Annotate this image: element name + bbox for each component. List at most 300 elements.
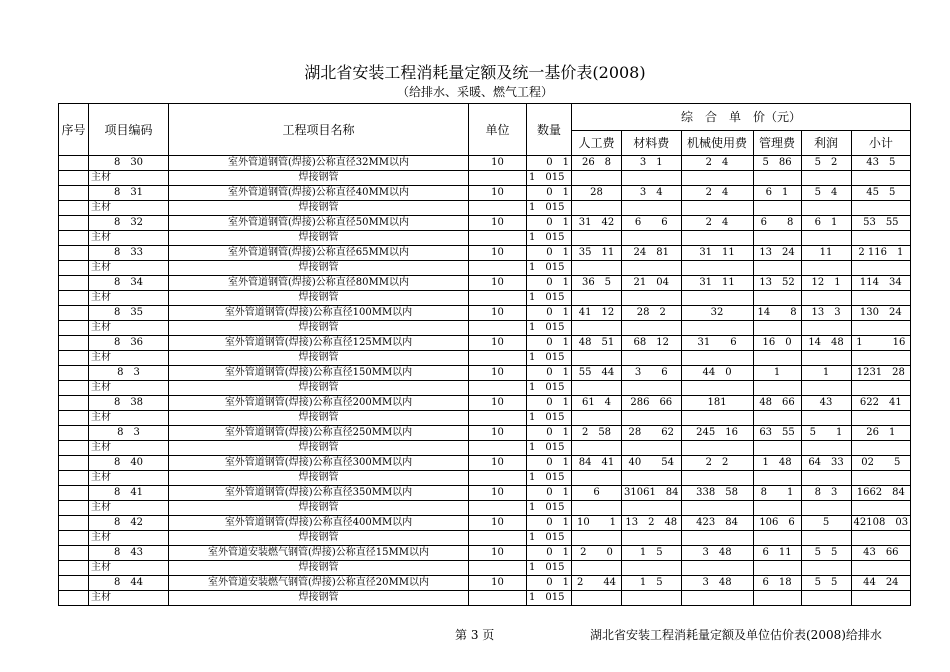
cell-unit	[469, 351, 527, 366]
cell-material	[622, 291, 682, 306]
cell-mgmt	[753, 411, 801, 426]
cell-material: 28 2	[622, 306, 682, 321]
cell-name: 室外管道钢管(焊接)公称直径150MM以内	[169, 366, 469, 381]
cell-profit	[801, 441, 851, 456]
cell-main-label: 主材	[89, 441, 169, 456]
cell-labor	[572, 531, 622, 546]
cell-mgmt: 6 11	[753, 546, 801, 561]
header-machine: 机械使用费	[681, 131, 753, 156]
cell-seq	[59, 396, 89, 411]
cell-name: 室外管道钢管(焊接)公称直径80MM以内	[169, 276, 469, 291]
cell-labor	[572, 561, 622, 576]
cell-mgmt: 6 18	[753, 576, 801, 591]
table-row	[59, 576, 911, 591]
material-row	[59, 201, 911, 216]
cell-main-qty: 1 015	[527, 291, 572, 306]
cell-material	[622, 471, 682, 486]
cell-seq	[59, 276, 89, 291]
cell-unit	[469, 441, 527, 456]
cell-labor	[572, 591, 622, 606]
material-row	[59, 531, 911, 546]
cell-mgmt: 63 55	[753, 426, 801, 441]
cell-name: 室外管道钢管(焊接)公称直径400MM以内	[169, 516, 469, 531]
cell-mgmt	[753, 261, 801, 276]
cell-material	[622, 321, 682, 336]
cell-profit: 64 33	[801, 456, 851, 471]
cell-mgmt: 6 8	[753, 216, 801, 231]
header-price-group: 综 合 单 价（元）	[572, 104, 911, 131]
cell-unit: 10	[469, 456, 527, 471]
header-unit: 单位	[469, 104, 527, 156]
cell-labor: 31 42	[572, 216, 622, 231]
material-row	[59, 441, 911, 456]
material-row	[59, 471, 911, 486]
cell-main-label: 主材	[89, 351, 169, 366]
cell-seq	[59, 291, 89, 306]
cell-mgmt: 13 24	[753, 246, 801, 261]
cell-machine: 2 2	[681, 456, 753, 471]
cell-mgmt	[753, 591, 801, 606]
cell-labor: 84 41	[572, 456, 622, 471]
cell-profit	[801, 381, 851, 396]
cell-subtotal	[851, 471, 911, 486]
cell-labor	[572, 171, 622, 186]
header-seq: 序号	[59, 104, 89, 156]
page-number: 第 3 页	[455, 628, 495, 642]
cell-main-qty: 1 015	[527, 501, 572, 516]
cell-profit	[801, 291, 851, 306]
cell-name: 室外管道钢管(焊接)公称直径200MM以内	[169, 396, 469, 411]
cell-labor	[572, 201, 622, 216]
cell-material	[622, 531, 682, 546]
cell-name: 室外管道安装燃气钢管(焊接)公称直径20MM以内	[169, 576, 469, 591]
cell-material	[622, 411, 682, 426]
header-qty: 数量	[527, 104, 572, 156]
cell-code: 8 35	[89, 306, 169, 321]
cell-material	[622, 261, 682, 276]
cell-subtotal	[851, 351, 911, 366]
cell-seq	[59, 411, 89, 426]
cell-main-label: 主材	[89, 171, 169, 186]
cell-name: 室外管道钢管(焊接)公称直径300MM以内	[169, 456, 469, 471]
cell-material: 40 54	[622, 456, 682, 471]
table-row	[59, 456, 911, 471]
cell-mgmt	[753, 351, 801, 366]
cell-unit	[469, 291, 527, 306]
cell-main-qty: 1 015	[527, 591, 572, 606]
cell-machine	[681, 561, 753, 576]
cell-code: 8 43	[89, 546, 169, 561]
table-row	[59, 546, 911, 561]
cell-material	[622, 231, 682, 246]
cell-main-name: 焊接钢管	[169, 171, 469, 186]
cell-code: 8 44	[89, 576, 169, 591]
cell-profit	[801, 351, 851, 366]
cell-labor	[572, 471, 622, 486]
cell-mgmt	[753, 201, 801, 216]
cell-profit: 1	[801, 366, 851, 381]
cell-unit	[469, 321, 527, 336]
cell-material: 13 2 48	[622, 516, 682, 531]
cell-subtotal	[851, 231, 911, 246]
cell-unit: 10	[469, 396, 527, 411]
cell-main-label: 主材	[89, 531, 169, 546]
cell-profit	[801, 261, 851, 276]
cell-qty: 0 1	[527, 306, 572, 321]
cell-mgmt	[753, 441, 801, 456]
cell-machine: 245 16	[681, 426, 753, 441]
cell-subtotal	[851, 321, 911, 336]
cell-seq	[59, 591, 89, 606]
cell-main-name: 焊接钢管	[169, 261, 469, 276]
cell-profit: 11	[801, 246, 851, 261]
cell-unit: 10	[469, 576, 527, 591]
cell-main-label: 主材	[89, 381, 169, 396]
cell-material	[622, 201, 682, 216]
cell-profit: 8 3	[801, 486, 851, 501]
cell-seq	[59, 531, 89, 546]
header-material: 材料费	[622, 131, 682, 156]
cell-subtotal: 26 1	[851, 426, 911, 441]
cell-main-name: 焊接钢管	[169, 501, 469, 516]
cell-labor: 35 11	[572, 246, 622, 261]
price-table	[58, 103, 911, 606]
cell-subtotal: 2 116 1	[851, 246, 911, 261]
table-row	[59, 306, 911, 321]
header-mgmt: 管理费	[753, 131, 801, 156]
cell-machine	[681, 291, 753, 306]
table-row	[59, 216, 911, 231]
cell-mgmt	[753, 471, 801, 486]
cell-subtotal	[851, 201, 911, 216]
cell-main-label: 主材	[89, 261, 169, 276]
cell-profit	[801, 231, 851, 246]
cell-mgmt: 106 6	[753, 516, 801, 531]
material-row	[59, 501, 911, 516]
cell-seq	[59, 246, 89, 261]
table-row	[59, 486, 911, 501]
cell-seq	[59, 156, 89, 171]
cell-labor: 6	[572, 486, 622, 501]
cell-main-qty: 1 015	[527, 231, 572, 246]
cell-subtotal	[851, 501, 911, 516]
cell-seq	[59, 501, 89, 516]
cell-material: 28 62	[622, 426, 682, 441]
cell-unit: 10	[469, 276, 527, 291]
cell-labor: 10 1	[572, 516, 622, 531]
cell-main-qty: 1 015	[527, 531, 572, 546]
cell-seq	[59, 231, 89, 246]
cell-qty: 0 1	[527, 486, 572, 501]
cell-code: 8 40	[89, 456, 169, 471]
cell-mgmt	[753, 531, 801, 546]
cell-material: 68 12	[622, 336, 682, 351]
cell-unit: 10	[469, 546, 527, 561]
cell-unit: 10	[469, 156, 527, 171]
cell-profit	[801, 471, 851, 486]
cell-unit	[469, 171, 527, 186]
cell-name: 室外管道钢管(焊接)公称直径50MM以内	[169, 216, 469, 231]
cell-subtotal: 130 24	[851, 306, 911, 321]
cell-subtotal	[851, 261, 911, 276]
cell-subtotal	[851, 381, 911, 396]
header-code: 项目编码	[89, 104, 169, 156]
material-row	[59, 561, 911, 576]
cell-mgmt: 1	[753, 366, 801, 381]
cell-mgmt	[753, 381, 801, 396]
cell-mgmt	[753, 291, 801, 306]
cell-seq	[59, 576, 89, 591]
cell-qty: 0 1	[527, 516, 572, 531]
cell-mgmt	[753, 231, 801, 246]
cell-subtotal: 1 16	[851, 336, 911, 351]
cell-name: 室外管道钢管(焊接)公称直径100MM以内	[169, 306, 469, 321]
cell-code: 8 30	[89, 156, 169, 171]
cell-subtotal: 44 24	[851, 576, 911, 591]
cell-labor: 2 0	[572, 546, 622, 561]
cell-machine: 181	[681, 396, 753, 411]
cell-machine	[681, 231, 753, 246]
cell-material: 1 5	[622, 546, 682, 561]
cell-unit	[469, 381, 527, 396]
cell-code: 8 41	[89, 486, 169, 501]
cell-labor	[572, 231, 622, 246]
cell-machine	[681, 531, 753, 546]
cell-seq	[59, 456, 89, 471]
cell-main-name: 焊接钢管	[169, 321, 469, 336]
cell-subtotal	[851, 531, 911, 546]
cell-seq	[59, 351, 89, 366]
header-profit: 利润	[801, 131, 851, 156]
cell-seq	[59, 201, 89, 216]
cell-labor	[572, 291, 622, 306]
cell-machine	[681, 501, 753, 516]
cell-qty: 0 1	[527, 456, 572, 471]
material-row	[59, 171, 911, 186]
cell-main-name: 焊接钢管	[169, 411, 469, 426]
cell-mgmt: 6 1	[753, 186, 801, 201]
material-row	[59, 591, 911, 606]
cell-profit	[801, 411, 851, 426]
cell-unit: 10	[469, 486, 527, 501]
cell-name: 室外管道钢管(焊接)公称直径40MM以内	[169, 186, 469, 201]
cell-main-label: 主材	[89, 591, 169, 606]
cell-main-label: 主材	[89, 291, 169, 306]
cell-main-label: 主材	[89, 201, 169, 216]
cell-profit: 5	[801, 516, 851, 531]
cell-name: 室外管道钢管(焊接)公称直径350MM以内	[169, 486, 469, 501]
cell-main-qty: 1 015	[527, 561, 572, 576]
cell-main-label: 主材	[89, 471, 169, 486]
cell-machine: 3 48	[681, 546, 753, 561]
cell-qty: 0 1	[527, 216, 572, 231]
cell-unit	[469, 531, 527, 546]
table-row	[59, 186, 911, 201]
cell-material	[622, 381, 682, 396]
cell-profit	[801, 531, 851, 546]
cell-material: 6 6	[622, 216, 682, 231]
material-row	[59, 261, 911, 276]
cell-subtotal: 622 41	[851, 396, 911, 411]
cell-subtotal: 02 5	[851, 456, 911, 471]
cell-qty: 0 1	[527, 576, 572, 591]
cell-profit: 5 2	[801, 156, 851, 171]
cell-labor: 28	[572, 186, 622, 201]
cell-main-label: 主材	[89, 411, 169, 426]
cell-mgmt: 48 66	[753, 396, 801, 411]
cell-qty: 0 1	[527, 396, 572, 411]
cell-labor	[572, 351, 622, 366]
cell-seq	[59, 186, 89, 201]
cell-main-label: 主材	[89, 561, 169, 576]
cell-profit	[801, 561, 851, 576]
cell-code: 8 38	[89, 396, 169, 411]
cell-main-name: 焊接钢管	[169, 291, 469, 306]
cell-code: 8 3	[89, 366, 169, 381]
cell-qty: 0 1	[527, 546, 572, 561]
cell-material: 24 81	[622, 246, 682, 261]
cell-machine: 31 11	[681, 276, 753, 291]
cell-machine	[681, 471, 753, 486]
table-row	[59, 156, 911, 171]
cell-qty: 0 1	[527, 246, 572, 261]
cell-name: 室外管道钢管(焊接)公称直径250MM以内	[169, 426, 469, 441]
document-subtitle: （给排水、采暖、燃气工程）	[396, 85, 553, 99]
cell-material: 3 6	[622, 366, 682, 381]
cell-seq	[59, 426, 89, 441]
cell-material: 286 66	[622, 396, 682, 411]
cell-main-name: 焊接钢管	[169, 231, 469, 246]
cell-material: 1 5	[622, 576, 682, 591]
cell-code: 8 33	[89, 246, 169, 261]
cell-seq	[59, 261, 89, 276]
cell-qty: 0 1	[527, 366, 572, 381]
cell-subtotal	[851, 561, 911, 576]
cell-unit: 10	[469, 516, 527, 531]
cell-labor: 61 4	[572, 396, 622, 411]
cell-profit: 14 48	[801, 336, 851, 351]
cell-main-name: 焊接钢管	[169, 441, 469, 456]
cell-main-qty: 1 015	[527, 351, 572, 366]
cell-main-name: 焊接钢管	[169, 591, 469, 606]
material-row	[59, 411, 911, 426]
cell-mgmt	[753, 561, 801, 576]
cell-labor: 2 44	[572, 576, 622, 591]
cell-subtotal: 45 5	[851, 186, 911, 201]
cell-subtotal	[851, 411, 911, 426]
cell-profit: 12 1	[801, 276, 851, 291]
cell-seq	[59, 171, 89, 186]
cell-subtotal	[851, 441, 911, 456]
cell-main-name: 焊接钢管	[169, 561, 469, 576]
cell-mgmt: 14 8	[753, 306, 801, 321]
cell-labor	[572, 441, 622, 456]
cell-mgmt: 8 1	[753, 486, 801, 501]
cell-machine: 31 11	[681, 246, 753, 261]
cell-profit: 13 3	[801, 306, 851, 321]
cell-qty: 0 1	[527, 426, 572, 441]
cell-name: 室外管道钢管(焊接)公称直径65MM以内	[169, 246, 469, 261]
cell-machine	[681, 261, 753, 276]
cell-labor	[572, 261, 622, 276]
cell-code: 8 42	[89, 516, 169, 531]
cell-material: 21 04	[622, 276, 682, 291]
table-row	[59, 516, 911, 531]
cell-unit: 10	[469, 426, 527, 441]
cell-machine: 2 4	[681, 216, 753, 231]
cell-material	[622, 171, 682, 186]
cell-main-label: 主材	[89, 321, 169, 336]
cell-code: 8 34	[89, 276, 169, 291]
cell-name: 室外管道钢管(焊接)公称直径32MM以内	[169, 156, 469, 171]
cell-main-qty: 1 015	[527, 201, 572, 216]
cell-main-qty: 1 015	[527, 321, 572, 336]
cell-subtotal: 43 66	[851, 546, 911, 561]
cell-seq	[59, 306, 89, 321]
cell-unit: 10	[469, 246, 527, 261]
cell-labor	[572, 411, 622, 426]
cell-machine	[681, 411, 753, 426]
cell-subtotal: 53 55	[851, 216, 911, 231]
footer-note: 湖北省安装工程消耗量定额及单位估价表(2008)给排水	[590, 628, 882, 642]
cell-main-qty: 1 015	[527, 261, 572, 276]
table-row	[59, 426, 911, 441]
material-row	[59, 381, 911, 396]
cell-main-name: 焊接钢管	[169, 531, 469, 546]
cell-qty: 0 1	[527, 336, 572, 351]
header-subtotal: 小计	[851, 131, 911, 156]
cell-material	[622, 351, 682, 366]
cell-main-label: 主材	[89, 231, 169, 246]
table-row	[59, 276, 911, 291]
cell-profit	[801, 321, 851, 336]
cell-profit: 5 4	[801, 186, 851, 201]
cell-mgmt: 13 52	[753, 276, 801, 291]
cell-name: 室外管道安装燃气钢管(焊接)公称直径15MM以内	[169, 546, 469, 561]
cell-unit	[469, 501, 527, 516]
cell-profit: 5 5	[801, 546, 851, 561]
header-labor: 人工费	[572, 131, 622, 156]
cell-machine	[681, 441, 753, 456]
cell-code: 8 3	[89, 426, 169, 441]
cell-name: 室外管道钢管(焊接)公称直径125MM以内	[169, 336, 469, 351]
cell-unit: 10	[469, 216, 527, 231]
table-row	[59, 366, 911, 381]
cell-machine	[681, 321, 753, 336]
cell-qty: 0 1	[527, 156, 572, 171]
cell-seq	[59, 216, 89, 231]
cell-unit: 10	[469, 366, 527, 381]
cell-seq	[59, 336, 89, 351]
cell-profit: 6 1	[801, 216, 851, 231]
cell-subtotal: 1662 84	[851, 486, 911, 501]
cell-subtotal: 114 34	[851, 276, 911, 291]
cell-profit: 43	[801, 396, 851, 411]
cell-mgmt	[753, 501, 801, 516]
cell-material	[622, 561, 682, 576]
cell-main-qty: 1 015	[527, 381, 572, 396]
cell-mgmt: 16 0	[753, 336, 801, 351]
material-row	[59, 351, 911, 366]
cell-labor: 41 12	[572, 306, 622, 321]
cell-main-qty: 1 015	[527, 471, 572, 486]
cell-unit	[469, 231, 527, 246]
cell-seq	[59, 321, 89, 336]
cell-subtotal: 43 5	[851, 156, 911, 171]
cell-material	[622, 591, 682, 606]
cell-code: 8 32	[89, 216, 169, 231]
cell-main-qty: 1 015	[527, 171, 572, 186]
